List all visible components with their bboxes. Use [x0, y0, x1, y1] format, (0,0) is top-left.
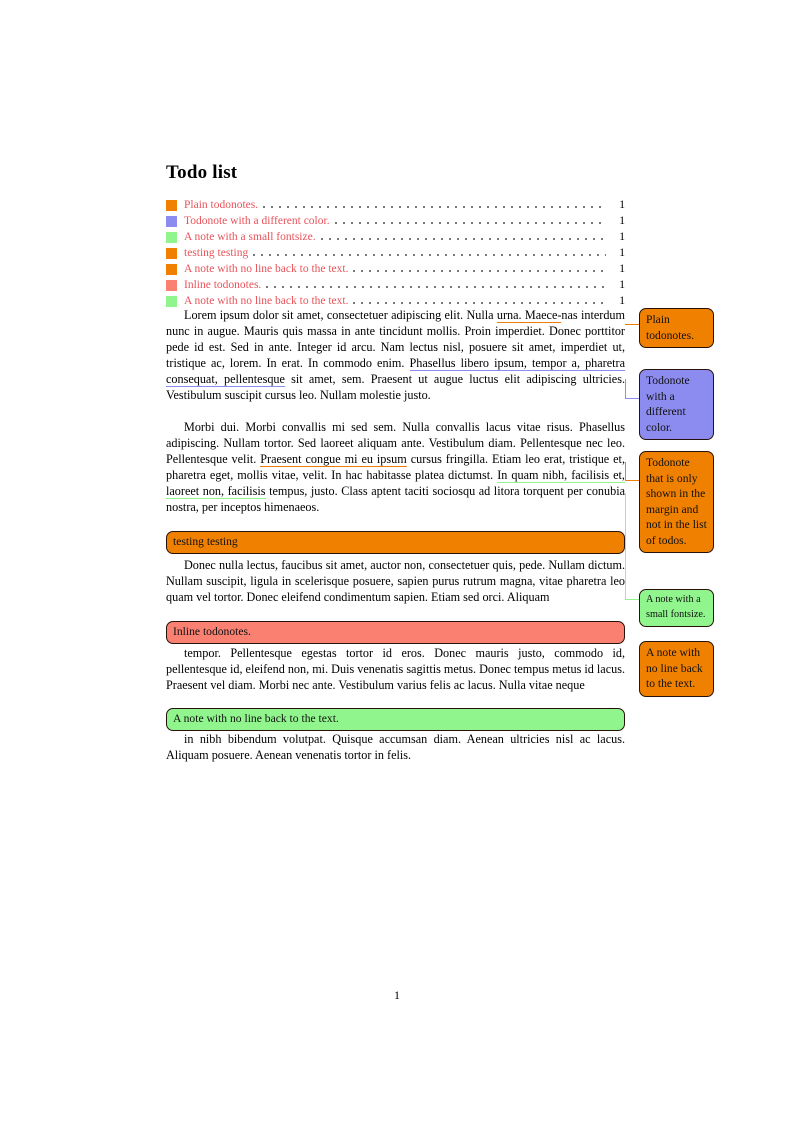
pink-swatch	[166, 280, 177, 291]
todo-list-entry[interactable]	[166, 245, 625, 261]
margin-note-small-fontsize[interactable]: A note with a small fontsize.	[639, 589, 714, 627]
p2-text-c: tempus, justo. Class aptent taciti sociosqu ad litora torquent per conubia nostra, per inceptos himenaeos.	[166, 483, 625, 514]
paragraph-2	[166, 420, 625, 515]
p1-text-c: sit amet, sem. Praesent ut augue luctus elit adipiscing ultricies. Vestibulum suscipit cursus leo. Nullam molestie justo.	[166, 371, 625, 402]
dot-leader	[353, 296, 606, 307]
dot-leader	[263, 200, 606, 211]
paragraph-3-wrap	[166, 558, 625, 606]
connector-line-margin-only-horz	[625, 480, 639, 481]
todo-list-entry-label: Todonote with a different color.	[184, 215, 330, 227]
inline-note-no-line-back[interactable]: A note with no line back to the text.	[166, 708, 625, 731]
orange-swatch	[166, 264, 177, 275]
todo-anchor-margin-only[interactable]: Praesent congue mi eu ipsum	[260, 451, 407, 466]
todo-list-entry-label: A note with a small fontsize.	[184, 231, 316, 243]
todo-list-entry-label: Plain todonotes.	[184, 199, 259, 211]
connector-line-margin-only-vert	[625, 462, 626, 481]
margin-note-margin-only[interactable]: Todonote that is only shown in the margin and not in the list of todos.	[639, 451, 714, 553]
dot-leader	[321, 232, 606, 243]
p2-text-b: cursus fringilla. Etiam leo erat, tristique et, pharetra eget, mollis vitae, velit. In hac habitasse platea dictumst.	[166, 451, 625, 482]
todo-list-entry[interactable]	[166, 261, 625, 277]
paragraph-4-wrap	[166, 646, 625, 694]
page-number: 1	[394, 988, 400, 1002]
connector-line-small-font-vert	[625, 493, 626, 600]
connector-line-plain	[625, 324, 639, 325]
todo-anchor-small-font[interactable]: In quam nibh, facilisis et, laoreet non, facilisis	[166, 467, 625, 498]
todo-list-entry-page: 1	[619, 247, 625, 259]
dot-leader	[266, 280, 606, 291]
paragraph-2-wrap	[166, 420, 625, 515]
todo-list-entry-page: 1	[619, 263, 625, 275]
page-title: Todo list	[166, 162, 238, 183]
todo-list-entry-label: A note with no line back to the text.	[184, 263, 349, 275]
orange-swatch	[166, 200, 177, 211]
margin-note-plain[interactable]: Plain todonotes.	[639, 308, 714, 348]
connector-line-small-font-horz	[625, 599, 639, 600]
orange-swatch	[166, 248, 177, 259]
todo-anchor-plain[interactable]: urna. Maece-	[496, 308, 562, 322]
blue-swatch	[166, 216, 177, 227]
todo-anchor-color[interactable]: Phasellus libero ipsum, tempor a, pharetra consequat, pellentesque	[166, 355, 625, 386]
paragraph-1-wrap	[166, 308, 625, 403]
dot-leader	[335, 216, 606, 227]
connector-line-color-horz	[625, 398, 639, 399]
margin-note-no-line-back[interactable]: A note with no line back to the text.	[639, 641, 714, 697]
todo-list-entry[interactable]	[166, 213, 625, 229]
todo-list-entry[interactable]	[166, 197, 625, 213]
dot-leader	[353, 264, 606, 275]
green-swatch	[166, 232, 177, 243]
todo-list-entry[interactable]	[166, 229, 625, 245]
todo-list-entry-label: testing testing	[184, 247, 249, 259]
paragraph-4: tempor. Pellentesque egestas tortor id eros. Donec mauris justo, commodo id, pellentesque id, eleifend non, mi. Duis venenatis sagittis metus. Donec tempus metus id lacus. Praesent vel diam. Morbi nec ante. Vestibulum varius felis ac lacus. Nulla vitae neque	[166, 646, 625, 692]
p1-text-b: nas interdum nunc in augue. Mauris quis massa in ante tincidunt mollis. Proin imperdiet. Donec porttitor pede id est. Sed in ante. Integer id arcu. Nam lectus nisl, posuere sit amet, imperdiet ut, tristique ac, lorem. In erat. In commodo enim.	[166, 308, 625, 370]
inline-note-testing[interactable]: testing testing	[166, 531, 625, 554]
todo-list-entry-label: Inline todonotes.	[184, 279, 262, 291]
todo-list-entry[interactable]	[166, 277, 625, 293]
margin-note-different-color[interactable]: Todonote with a different color.	[639, 369, 714, 440]
todo-list-entry[interactable]	[166, 293, 625, 309]
connector-line-color-vert	[625, 379, 626, 399]
dot-leader	[253, 248, 606, 259]
paragraph-1	[166, 308, 625, 403]
p1-text-a: Lorem ipsum dolor sit amet, consectetuer adipiscing elit. Nulla	[184, 308, 497, 322]
todo-list-entry-page: 1	[619, 215, 625, 227]
paragraph-5-wrap	[166, 732, 625, 764]
inline-note-todonotes[interactable]: Inline todonotes.	[166, 621, 625, 644]
green-swatch	[166, 296, 177, 307]
todo-list-entry-page: 1	[619, 199, 625, 211]
todo-list-entry-page: 1	[619, 231, 625, 243]
todo-list-entry-label: A note with no line back to the text.	[184, 295, 349, 307]
todo-list-entry-page: 1	[619, 295, 625, 307]
todo-list-entry-page: 1	[619, 279, 625, 291]
paragraph-3: Donec nulla lectus, faucibus sit amet, auctor non, consectetuer quis, pede. Nullam dictum. Nullam suscipit, ligula in scelerisque posuere, sapien purus rutrum magna, vitae pharetra leo quam vel tortor. Donec eleifend condimentum sapien. Etiam sed orci. Aliquam	[166, 558, 625, 604]
paragraph-5: in nibh bibendum volutpat. Quisque accumsan diam. Aenean ultricies nisl ac lacus. Aliquam posuere. Aenean venenatis tortor in felis.	[166, 732, 625, 762]
p2-text-a: Morbi dui. Morbi convallis mi sed sem. Nulla convallis lacus vitae risus. Phasellus adipiscing. Nullam tortor. Sed laoreet aliquam ante. Vestibulum diam. Pellentesque nec leo. Pellentesque velit.	[166, 420, 625, 466]
todo-list	[166, 197, 625, 309]
